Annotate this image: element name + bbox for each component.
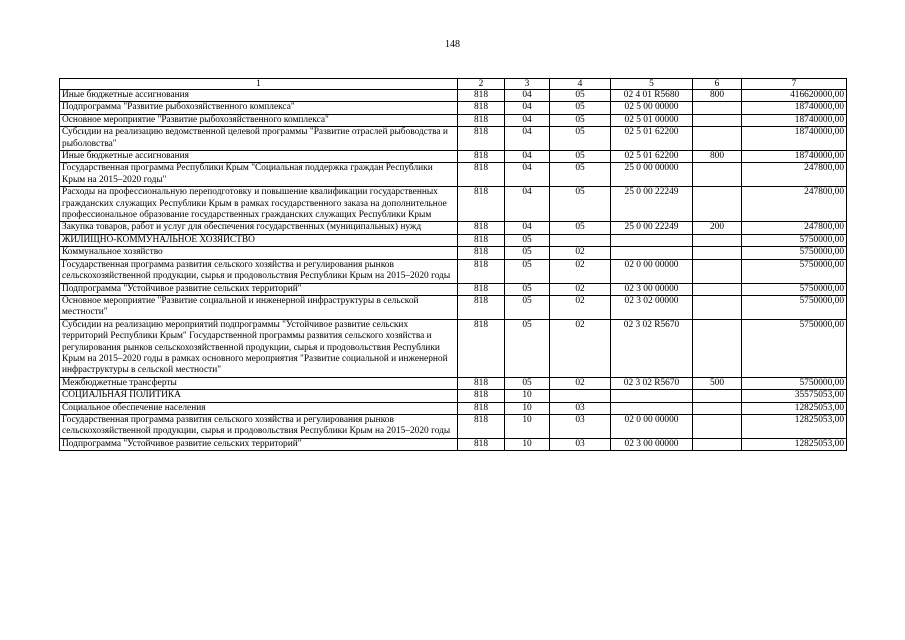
row-code-section: 10 [505,438,550,450]
row-code-expense-type [693,438,742,450]
row-code-target: 02 3 02 00000 [611,295,693,319]
row-code-subsection: 05 [550,187,611,222]
row-name: Иные бюджетные ассигнования [60,151,458,163]
row-code-target: 25 0 00 22249 [611,187,693,222]
row-code-ministry: 818 [458,295,505,319]
row-amount: 5750000,00 [742,295,847,319]
row-code-expense-type: 200 [693,222,742,234]
table-row [60,259,847,283]
table-row [60,151,847,163]
row-code-expense-type [693,127,742,151]
row-code-target [611,390,693,402]
row-code-target: 25 0 00 22249 [611,222,693,234]
row-code-subsection: 05 [550,222,611,234]
row-code-ministry: 818 [458,90,505,102]
row-code-target: 02 5 01 00000 [611,114,693,126]
row-code-expense-type: 500 [693,377,742,389]
row-code-section: 05 [505,247,550,259]
table-header-row [60,79,847,90]
column-header: 3 [505,79,550,90]
row-code-section: 10 [505,402,550,414]
row-code-subsection: 03 [550,402,611,414]
row-code-section: 04 [505,187,550,222]
table-row [60,438,847,450]
table-row [60,234,847,246]
row-code-subsection: 02 [550,247,611,259]
row-code-section: 05 [505,259,550,283]
row-code-section: 05 [505,377,550,389]
row-code-ministry: 818 [458,259,505,283]
row-code-subsection: 02 [550,377,611,389]
row-code-ministry: 818 [458,102,505,114]
row-amount: 247800,00 [742,222,847,234]
row-code-target: 02 3 00 00000 [611,438,693,450]
row-code-expense-type [693,102,742,114]
row-name: Государственная программа развития сельского хозяйства и регулирования рынков сельскохозяйственной продукции, сырья и продовольствия Республики Крым на 2015–2020 годы [60,414,458,438]
row-amount: 18740000,00 [742,102,847,114]
column-header: 5 [611,79,693,90]
row-code-target: 02 3 00 00000 [611,283,693,295]
row-amount: 18740000,00 [742,151,847,163]
row-code-target: 02 5 01 62200 [611,127,693,151]
row-code-section: 05 [505,295,550,319]
row-code-ministry: 818 [458,319,505,377]
row-code-target [611,402,693,414]
row-code-expense-type [693,283,742,295]
row-amount: 12825053,00 [742,414,847,438]
table-row [60,402,847,414]
row-amount: 416620000,00 [742,90,847,102]
row-code-ministry: 818 [458,187,505,222]
table-row [60,187,847,222]
row-amount: 5750000,00 [742,283,847,295]
row-amount: 12825053,00 [742,438,847,450]
row-name: ЖИЛИЩНО-КОММУНАЛЬНОЕ ХОЗЯЙСТВО [60,234,458,246]
row-code-subsection [550,234,611,246]
row-code-subsection: 05 [550,163,611,187]
table-row [60,319,847,377]
row-code-ministry: 818 [458,377,505,389]
row-name: Субсидии на реализацию ведомственной целевой программы "Развитие отраслей рыбоводства и рыболовства" [60,127,458,151]
row-name: Субсидии на реализацию мероприятий подпрограммы "Устойчивое развитие сельских территорий Республики Крым" Государственной программы развития сельского хозяйства и регулирования рынков сельскохозяйственной продукции, сырья и продовольствия Республики Крым на 2015–2020 годы в рамках основного мероприятия "Развитие социальной и инженерной инфраструктуры в сельской местности" [60,319,458,377]
row-code-target: 25 0 00 00000 [611,163,693,187]
row-code-section: 04 [505,127,550,151]
row-code-section: 05 [505,283,550,295]
row-code-subsection: 05 [550,114,611,126]
row-name: Закупка товаров, работ и услуг для обеспечения государственных (муниципальных) нужд [60,222,458,234]
row-amount: 35575053,00 [742,390,847,402]
row-code-subsection: 02 [550,319,611,377]
row-code-subsection: 02 [550,295,611,319]
row-code-section: 04 [505,114,550,126]
row-code-expense-type: 800 [693,90,742,102]
table-row [60,127,847,151]
row-code-expense-type [693,319,742,377]
table-row [60,390,847,402]
row-name: Иные бюджетные ассигнования [60,90,458,102]
row-name: Коммунальное хозяйство [60,247,458,259]
row-code-ministry: 818 [458,402,505,414]
budget-table [59,78,847,451]
row-name: Государственная программа развития сельского хозяйства и регулирования рынков сельскохозяйственной продукции, сырья и продовольствия Республики Крым на 2015–2020 годы [60,259,458,283]
row-code-expense-type [693,187,742,222]
row-code-expense-type [693,295,742,319]
row-code-ministry: 818 [458,151,505,163]
row-code-target: 02 0 00 00000 [611,414,693,438]
row-name: Подпрограмма "Устойчивое развитие сельских территорий" [60,283,458,295]
column-header: 7 [742,79,847,90]
column-header: 4 [550,79,611,90]
row-code-section: 04 [505,163,550,187]
table-row [60,90,847,102]
row-code-target [611,234,693,246]
row-code-ministry: 818 [458,414,505,438]
row-amount: 5750000,00 [742,234,847,246]
row-code-section: 04 [505,102,550,114]
table-row [60,247,847,259]
row-code-ministry: 818 [458,283,505,295]
row-code-section: 10 [505,390,550,402]
row-code-expense-type [693,414,742,438]
row-amount: 5750000,00 [742,259,847,283]
row-amount: 5750000,00 [742,319,847,377]
row-code-ministry: 818 [458,247,505,259]
row-code-expense-type [693,247,742,259]
row-code-ministry: 818 [458,127,505,151]
row-amount: 5750000,00 [742,377,847,389]
table-row [60,102,847,114]
row-code-subsection: 02 [550,259,611,283]
row-code-subsection: 05 [550,102,611,114]
row-code-target: 02 5 01 62200 [611,151,693,163]
row-amount: 5750000,00 [742,247,847,259]
row-code-ministry: 818 [458,390,505,402]
row-code-target: 02 5 00 00000 [611,102,693,114]
row-code-ministry: 818 [458,438,505,450]
table-row [60,414,847,438]
row-name: СОЦИАЛЬНАЯ ПОЛИТИКА [60,390,458,402]
row-code-section: 05 [505,234,550,246]
table-row [60,377,847,389]
row-code-section: 04 [505,222,550,234]
row-code-expense-type [693,234,742,246]
row-code-expense-type [693,163,742,187]
row-name: Социальное обеспечение населения [60,402,458,414]
row-code-section: 10 [505,414,550,438]
row-code-ministry: 818 [458,222,505,234]
row-name: Подпрограмма "Развитие рыбохозяйственного комплекса" [60,102,458,114]
row-code-subsection: 03 [550,414,611,438]
table-row [60,163,847,187]
page-number: 148 [445,39,460,50]
row-code-expense-type [693,390,742,402]
table-row [60,283,847,295]
row-name: Расходы на профессиональную переподготовку и повышение квалификации государственных гражданских служащих Республики Крым в рамках государственного заказа на дополнительное профессиональное образование государственных гражданских служащих Республики Крым [60,187,458,222]
row-amount: 247800,00 [742,187,847,222]
row-code-target: 02 4 01 R5680 [611,90,693,102]
row-amount: 18740000,00 [742,127,847,151]
row-code-expense-type: 800 [693,151,742,163]
row-code-subsection: 03 [550,438,611,450]
row-code-expense-type [693,114,742,126]
row-code-subsection: 02 [550,283,611,295]
row-code-subsection: 05 [550,127,611,151]
row-name: Основное мероприятие "Развитие рыбохозяйственного комплекса" [60,114,458,126]
row-code-ministry: 818 [458,234,505,246]
row-code-section: 04 [505,90,550,102]
row-amount: 18740000,00 [742,114,847,126]
table-row [60,222,847,234]
row-code-section: 04 [505,151,550,163]
row-code-target: 02 3 02 R5670 [611,319,693,377]
row-code-ministry: 818 [458,163,505,187]
column-header: 1 [60,79,458,90]
row-amount: 12825053,00 [742,402,847,414]
row-code-target: 02 3 02 R5670 [611,377,693,389]
row-code-expense-type [693,259,742,283]
row-code-expense-type [693,402,742,414]
row-code-target [611,247,693,259]
table-row [60,295,847,319]
table-row [60,114,847,126]
row-amount: 247800,00 [742,163,847,187]
row-code-section: 05 [505,319,550,377]
row-name: Государственная программа Республики Крым "Социальная поддержка граждан Республики Крым на 2015–2020 годы" [60,163,458,187]
row-code-subsection: 05 [550,151,611,163]
column-header: 2 [458,79,505,90]
column-header: 6 [693,79,742,90]
row-name: Межбюджетные трансферты [60,377,458,389]
row-code-ministry: 818 [458,114,505,126]
row-code-subsection [550,390,611,402]
row-code-target: 02 0 00 00000 [611,259,693,283]
row-name: Подпрограмма "Устойчивое развитие сельских территорий" [60,438,458,450]
row-code-subsection: 05 [550,90,611,102]
row-name: Основное мероприятие "Развитие социальной и инженерной инфраструктуры в сельской местности" [60,295,458,319]
